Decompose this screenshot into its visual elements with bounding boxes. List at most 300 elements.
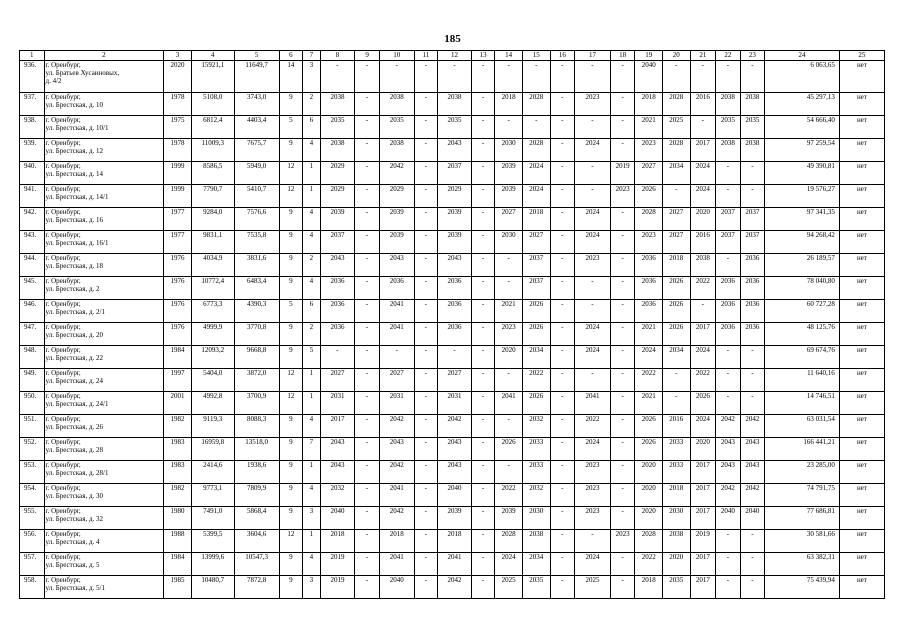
data-cell: 12093,2: [191, 346, 234, 369]
column-header-11: 11: [414, 51, 438, 61]
amount-cell: 97 341,35: [765, 208, 840, 231]
data-cell: -: [471, 484, 495, 507]
data-cell: -: [662, 369, 690, 392]
data-cell: 2024: [690, 185, 716, 208]
data-cell: 2: [303, 93, 320, 116]
address-line: г. Оренбург,: [45, 507, 81, 515]
data-cell: 1: [303, 185, 320, 208]
address-cell: [44, 507, 164, 530]
data-cell: -: [550, 185, 575, 208]
amount-cell: 45 297,13: [765, 93, 840, 116]
data-cell: 2024: [575, 346, 611, 369]
data-cell: 2027: [495, 208, 523, 231]
data-cell: 2038: [690, 254, 716, 277]
data-cell: -: [740, 61, 765, 93]
data-cell: 5949,0: [234, 162, 279, 185]
data-cell: 2038: [716, 93, 741, 116]
data-cell: 2029: [438, 185, 472, 208]
data-cell: -: [550, 392, 575, 415]
address-line: г. Оренбург,: [45, 369, 81, 377]
data-cell: -: [414, 323, 438, 346]
address-cell: [44, 139, 164, 162]
data-cell: 11009,3: [191, 139, 234, 162]
data-cell: 2017: [320, 415, 355, 438]
data-cell: 2035: [320, 116, 355, 139]
address-line: г. Оренбург,: [45, 323, 81, 331]
data-cell: 2039: [495, 162, 523, 185]
column-header-15: 15: [522, 51, 550, 61]
data-cell: 2017: [690, 553, 716, 576]
data-cell: 2024: [495, 553, 523, 576]
data-cell: 2040: [740, 507, 765, 530]
data-cell: 1: [303, 162, 320, 185]
amount-cell: 63 031,54: [765, 415, 840, 438]
data-cell: 4: [303, 484, 320, 507]
data-cell: 12: [279, 392, 303, 415]
data-cell: 1: [303, 369, 320, 392]
data-cell: -: [355, 185, 380, 208]
address-cell: [44, 530, 164, 553]
data-cell: 2036: [438, 300, 472, 323]
data-cell: -: [414, 415, 438, 438]
address-cell: [44, 438, 164, 461]
data-cell: 3604,6: [234, 530, 279, 553]
address-line: г. Оренбург,: [45, 392, 81, 400]
data-cell: 2017: [690, 461, 716, 484]
flag-cell: нет: [839, 438, 884, 461]
data-cell: -: [610, 139, 635, 162]
address-line: д. 4/2: [45, 77, 62, 86]
data-cell: 2034: [522, 553, 550, 576]
data-cell: 2043: [438, 139, 472, 162]
data-cell: 2: [303, 323, 320, 346]
data-cell: 2040: [438, 484, 472, 507]
table-row: [20, 415, 885, 438]
data-cell: 2017: [690, 484, 716, 507]
data-cell: 2035: [379, 116, 414, 139]
flag-cell: нет: [839, 93, 884, 116]
address-line: ул. Брестская, д. 30: [45, 492, 104, 501]
data-cell: 2036: [716, 323, 741, 346]
data-cell: 2024: [575, 323, 611, 346]
address-line: ул. Брестская, д. 26: [45, 423, 104, 432]
data-cell: 2037: [740, 208, 765, 231]
address-line: г. Оренбург,: [45, 346, 81, 354]
data-cell: -: [610, 231, 635, 254]
row-number-cell: 951.: [20, 415, 45, 438]
data-cell: -: [716, 576, 741, 599]
data-cell: 2018: [522, 208, 550, 231]
table-row: [20, 346, 885, 369]
data-cell: 2028: [495, 530, 523, 553]
flag-cell: нет: [839, 530, 884, 553]
flag-cell: нет: [839, 346, 884, 369]
address-line: ул. Брестская, д. 24/1: [45, 400, 109, 409]
data-cell: 2039: [320, 208, 355, 231]
data-cell: -: [740, 162, 765, 185]
data-cell: -: [471, 438, 495, 461]
data-cell: 2027: [320, 369, 355, 392]
data-cell: 2020: [164, 61, 192, 93]
flag-cell: нет: [839, 185, 884, 208]
data-cell: 16959,8: [191, 438, 234, 461]
data-cell: 2031: [438, 392, 472, 415]
data-cell: -: [610, 346, 635, 369]
amount-cell: 166 441,21: [765, 438, 840, 461]
data-cell: -: [320, 61, 355, 93]
data-cell: -: [414, 93, 438, 116]
data-cell: 2042: [438, 415, 472, 438]
data-cell: 2020: [690, 208, 716, 231]
flag-cell: нет: [839, 116, 884, 139]
data-cell: 2021: [635, 323, 663, 346]
data-cell: 2028: [662, 139, 690, 162]
data-cell: 2029: [320, 162, 355, 185]
data-cell: 4992,8: [191, 392, 234, 415]
data-cell: -: [355, 530, 380, 553]
data-cell: 3: [303, 576, 320, 599]
address-cell: [44, 415, 164, 438]
data-cell: -: [355, 208, 380, 231]
data-cell: -: [550, 346, 575, 369]
data-cell: -: [610, 507, 635, 530]
data-cell: 2038: [379, 139, 414, 162]
data-cell: 2043: [438, 254, 472, 277]
data-cell: 2034: [662, 162, 690, 185]
data-cell: -: [610, 254, 635, 277]
data-cell: 4: [303, 415, 320, 438]
data-cell: 2036: [740, 277, 765, 300]
data-cell: 9284,0: [191, 208, 234, 231]
row-number-cell: 947.: [20, 323, 45, 346]
data-cell: 2042: [379, 162, 414, 185]
data-cell: 1: [303, 530, 320, 553]
data-cell: -: [379, 346, 414, 369]
data-cell: 2017: [690, 507, 716, 530]
data-cell: 8088,3: [234, 415, 279, 438]
data-cell: 2035: [662, 576, 690, 599]
data-cell: -: [662, 185, 690, 208]
data-cell: 2025: [662, 116, 690, 139]
address-line: ул. Братьев Хусаиновых,: [45, 69, 120, 78]
data-cell: 2020: [662, 553, 690, 576]
data-cell: -: [550, 254, 575, 277]
data-cell: -: [379, 61, 414, 93]
data-cell: 2036: [740, 254, 765, 277]
data-cell: 2038: [320, 139, 355, 162]
data-cell: 2035: [522, 576, 550, 599]
data-cell: 2043: [320, 438, 355, 461]
data-cell: 2026: [635, 415, 663, 438]
data-cell: -: [471, 369, 495, 392]
address-cell: [44, 116, 164, 139]
address-line: г. Оренбург,: [45, 116, 81, 124]
data-cell: 12: [279, 530, 303, 553]
data-cell: -: [610, 61, 635, 93]
data-cell: -: [610, 484, 635, 507]
amount-cell: 74 791,75: [765, 484, 840, 507]
column-header-20: 20: [662, 51, 690, 61]
data-cell: 2027: [635, 162, 663, 185]
data-cell: 2020: [635, 507, 663, 530]
data-cell: 5868,4: [234, 507, 279, 530]
data-cell: -: [495, 415, 523, 438]
data-cell: 15921,1: [191, 61, 234, 93]
row-number-cell: 958.: [20, 576, 45, 599]
data-cell: -: [355, 231, 380, 254]
data-cell: -: [550, 323, 575, 346]
table-row: [20, 369, 885, 392]
data-cell: 2035: [438, 116, 472, 139]
table-row: [20, 231, 885, 254]
data-cell: 9: [279, 346, 303, 369]
address-line: ул. Брестская, д. 16: [45, 216, 104, 225]
data-cell: 2021: [495, 300, 523, 323]
data-cell: 2037: [522, 277, 550, 300]
data-cell: -: [690, 300, 716, 323]
data-cell: -: [355, 507, 380, 530]
data-cell: 9: [279, 231, 303, 254]
data-cell: 2023: [635, 231, 663, 254]
data-cell: 7809,9: [234, 484, 279, 507]
data-cell: -: [550, 553, 575, 576]
data-cell: -: [716, 254, 741, 277]
data-cell: 2032: [522, 415, 550, 438]
data-cell: 2039: [379, 208, 414, 231]
data-cell: 2414,6: [191, 461, 234, 484]
data-cell: 2036: [320, 323, 355, 346]
address-cell: [44, 93, 164, 116]
data-cell: 10547,3: [234, 553, 279, 576]
data-cell: -: [471, 300, 495, 323]
data-cell: 2039: [438, 208, 472, 231]
address-line: ул. Брестская, д. 10/1: [45, 124, 109, 133]
data-cell: -: [414, 576, 438, 599]
address-line: г. Оренбург,: [45, 139, 81, 147]
amount-cell: 49 390,81: [765, 162, 840, 185]
data-cell: 1977: [164, 231, 192, 254]
data-cell: -: [522, 61, 550, 93]
data-cell: 6812,4: [191, 116, 234, 139]
data-cell: 5404,0: [191, 369, 234, 392]
address-line: ул. Брестская, д. 24: [45, 377, 104, 386]
data-cell: 2026: [662, 300, 690, 323]
data-cell: -: [414, 369, 438, 392]
address-line: ул. Брестская, д. 28: [45, 446, 104, 455]
data-cell: -: [471, 162, 495, 185]
address-cell: [44, 576, 164, 599]
table-row: [20, 507, 885, 530]
address-line: г. Оренбург,: [45, 254, 81, 262]
address-line: ул. Брестская, д. 4: [45, 538, 100, 547]
data-cell: -: [471, 507, 495, 530]
data-cell: -: [550, 484, 575, 507]
data-cell: 2016: [690, 93, 716, 116]
data-cell: 2024: [575, 208, 611, 231]
data-cell: -: [740, 369, 765, 392]
data-cell: -: [414, 530, 438, 553]
data-cell: -: [471, 323, 495, 346]
row-number-cell: 937.: [20, 93, 45, 116]
flag-cell: нет: [839, 61, 884, 93]
table-row: [20, 277, 885, 300]
data-cell: 3831,6: [234, 254, 279, 277]
page-number: 185: [444, 33, 461, 45]
amount-cell: 11 640,16: [765, 369, 840, 392]
data-cell: -: [414, 162, 438, 185]
data-cell: 2036: [379, 277, 414, 300]
register-table: [19, 50, 885, 599]
data-cell: 5410,7: [234, 185, 279, 208]
data-cell: 2029: [379, 185, 414, 208]
data-cell: 1976: [164, 277, 192, 300]
data-cell: -: [355, 346, 380, 369]
data-cell: 2042: [379, 415, 414, 438]
data-cell: 7675,7: [234, 139, 279, 162]
data-cell: -: [575, 116, 611, 139]
column-header-17: 17: [575, 51, 611, 61]
address-cell: [44, 300, 164, 323]
address-line: ул. Брестская, д. 5/1: [45, 584, 106, 593]
data-cell: 2037: [522, 254, 550, 277]
data-cell: 2031: [379, 392, 414, 415]
data-cell: 2024: [522, 162, 550, 185]
row-number-cell: 936.: [20, 61, 45, 93]
flag-cell: нет: [839, 461, 884, 484]
data-cell: 2043: [716, 438, 741, 461]
data-cell: -: [610, 392, 635, 415]
data-cell: -: [495, 254, 523, 277]
data-cell: -: [414, 346, 438, 369]
data-cell: 1983: [164, 438, 192, 461]
data-cell: -: [716, 369, 741, 392]
data-cell: 2023: [610, 530, 635, 553]
column-header-16: 16: [550, 51, 575, 61]
data-cell: -: [550, 139, 575, 162]
data-cell: 9: [279, 323, 303, 346]
data-cell: -: [575, 369, 611, 392]
flag-cell: нет: [839, 576, 884, 599]
data-cell: 9: [279, 139, 303, 162]
data-cell: -: [610, 438, 635, 461]
data-cell: -: [740, 185, 765, 208]
address-line: ул. Брестская, д. 2/1: [45, 308, 106, 317]
address-cell: [44, 254, 164, 277]
data-cell: 2031: [320, 392, 355, 415]
data-cell: -: [355, 277, 380, 300]
data-cell: -: [716, 61, 741, 93]
data-cell: 2023: [575, 254, 611, 277]
data-cell: 2022: [522, 369, 550, 392]
data-cell: 2023: [575, 507, 611, 530]
address-line: г. Оренбург,: [45, 461, 81, 469]
address-line: ул. Брестская, д. 14: [45, 170, 104, 179]
address-cell: [44, 61, 164, 93]
data-cell: 2018: [635, 576, 663, 599]
data-cell: 7535,8: [234, 231, 279, 254]
data-cell: 5108,0: [191, 93, 234, 116]
data-cell: -: [414, 277, 438, 300]
data-cell: 2024: [575, 438, 611, 461]
data-cell: 1: [303, 392, 320, 415]
table-row: [20, 576, 885, 599]
amount-cell: 54 666,40: [765, 116, 840, 139]
data-cell: -: [495, 116, 523, 139]
data-cell: 6483,4: [234, 277, 279, 300]
data-cell: -: [355, 139, 380, 162]
row-number-cell: 941.: [20, 185, 45, 208]
address-line: ул. Брестская, д. 18: [45, 262, 104, 271]
data-cell: -: [662, 392, 690, 415]
data-cell: 1975: [164, 116, 192, 139]
address-line: ул. Брестская, д. 32: [45, 515, 104, 524]
data-cell: -: [355, 553, 380, 576]
data-cell: 7: [303, 438, 320, 461]
data-cell: 2043: [740, 438, 765, 461]
address-line: ул. Брестская, д. 5: [45, 561, 100, 570]
data-cell: 2043: [379, 254, 414, 277]
data-cell: -: [550, 415, 575, 438]
data-cell: -: [471, 254, 495, 277]
column-header-2: 2: [44, 51, 164, 61]
table-body: [20, 61, 885, 599]
data-cell: -: [575, 530, 611, 553]
data-cell: 2027: [662, 208, 690, 231]
column-header-12: 12: [438, 51, 472, 61]
data-cell: 4999,9: [191, 323, 234, 346]
data-cell: 2033: [522, 461, 550, 484]
amount-cell: 75 439,94: [765, 576, 840, 599]
column-header-22: 22: [716, 51, 741, 61]
row-number-cell: 954.: [20, 484, 45, 507]
data-cell: -: [740, 530, 765, 553]
flag-cell: нет: [839, 139, 884, 162]
data-cell: 2043: [320, 461, 355, 484]
data-cell: -: [471, 231, 495, 254]
row-number-cell: 948.: [20, 346, 45, 369]
amount-cell: 97 259,54: [765, 139, 840, 162]
column-header-6: 6: [279, 51, 303, 61]
data-cell: 2038: [740, 139, 765, 162]
data-cell: 2026: [635, 438, 663, 461]
amount-cell: 26 189,57: [765, 254, 840, 277]
data-cell: 2024: [522, 185, 550, 208]
flag-cell: нет: [839, 231, 884, 254]
data-cell: 2030: [522, 507, 550, 530]
data-cell: 1982: [164, 415, 192, 438]
data-cell: 2022: [690, 369, 716, 392]
data-cell: 2042: [716, 484, 741, 507]
data-cell: 2023: [495, 323, 523, 346]
data-cell: -: [414, 461, 438, 484]
row-number-cell: 942.: [20, 208, 45, 231]
address-line: г. Оренбург,: [45, 530, 81, 538]
column-header-1: 1: [20, 51, 45, 61]
data-cell: -: [575, 61, 611, 93]
data-cell: 2023: [575, 93, 611, 116]
data-cell: -: [550, 576, 575, 599]
data-cell: 2028: [635, 208, 663, 231]
data-cell: 9: [279, 484, 303, 507]
data-cell: 3: [303, 507, 320, 530]
data-cell: 2026: [522, 392, 550, 415]
data-cell: -: [550, 300, 575, 323]
column-header-23: 23: [740, 51, 765, 61]
table-row: [20, 185, 885, 208]
column-header-3: 3: [164, 51, 192, 61]
data-cell: 5: [279, 116, 303, 139]
data-cell: 2042: [740, 415, 765, 438]
